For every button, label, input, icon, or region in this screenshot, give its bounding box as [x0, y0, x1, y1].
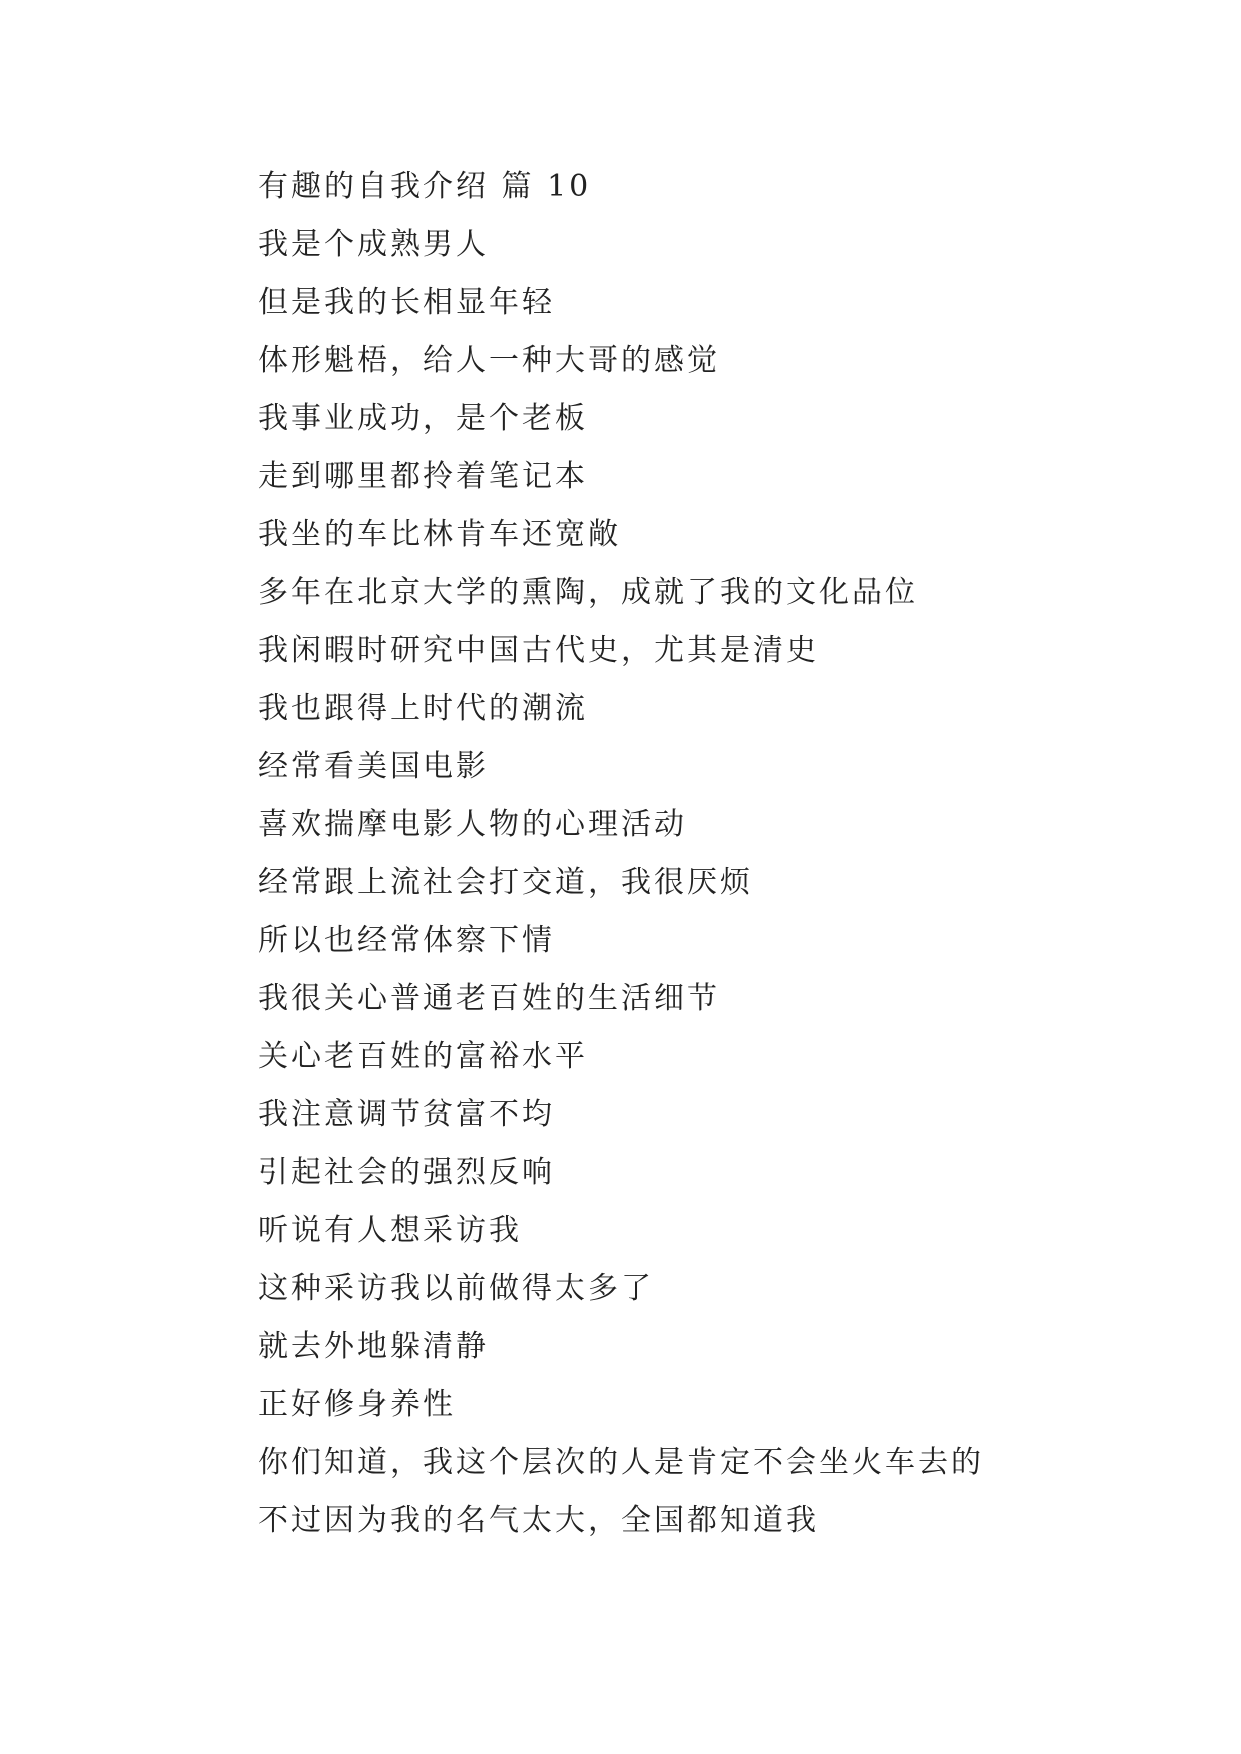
- text-line: 正好修身养性: [258, 1387, 456, 1422]
- text-line: 就去外地躲清静: [258, 1329, 489, 1364]
- text-line: 我很关心普通老百姓的生活细节: [258, 981, 720, 1016]
- text-line: 这种采访我以前做得太多了: [258, 1271, 654, 1306]
- text-line: 我坐的车比林肯车还宽敞: [258, 517, 621, 552]
- text-line: 多年在北京大学的熏陶，成就了我的文化品位: [258, 575, 918, 610]
- text-line: 我事业成功，是个老板: [258, 401, 588, 436]
- text-line: 经常看美国电影: [258, 749, 489, 784]
- text-line: 但是我的长相显年轻: [258, 285, 555, 320]
- text-line: 所以也经常体察下情: [258, 923, 555, 958]
- document-body: [258, 158, 1158, 1550]
- text-line: 走到哪里都拎着笔记本: [258, 459, 588, 494]
- text-line: 你们知道，我这个层次的人是肯定不会坐火车去的: [258, 1445, 984, 1480]
- text-line: 我闲暇时研究中国古代史，尤其是清史: [258, 633, 819, 668]
- text-line: 经常跟上流社会打交道，我很厌烦: [258, 865, 753, 900]
- text-line: 引起社会的强烈反响: [258, 1155, 555, 1190]
- doc-title: 有趣的自我介绍 篇 10: [258, 169, 592, 204]
- text-line: 听说有人想采访我: [258, 1213, 522, 1248]
- text-line: 不过因为我的名气太大，全国都知道我: [258, 1503, 819, 1538]
- text-line: 喜欢揣摩电影人物的心理活动: [258, 807, 687, 842]
- text-line: 我也跟得上时代的潮流: [258, 691, 588, 726]
- text-line: 关心老百姓的富裕水平: [258, 1039, 588, 1074]
- text-line: 体形魁梧，给人一种大哥的感觉: [258, 343, 720, 378]
- text-line: 我注意调节贫富不均: [258, 1097, 555, 1132]
- text-line: 我是个成熟男人: [258, 227, 489, 262]
